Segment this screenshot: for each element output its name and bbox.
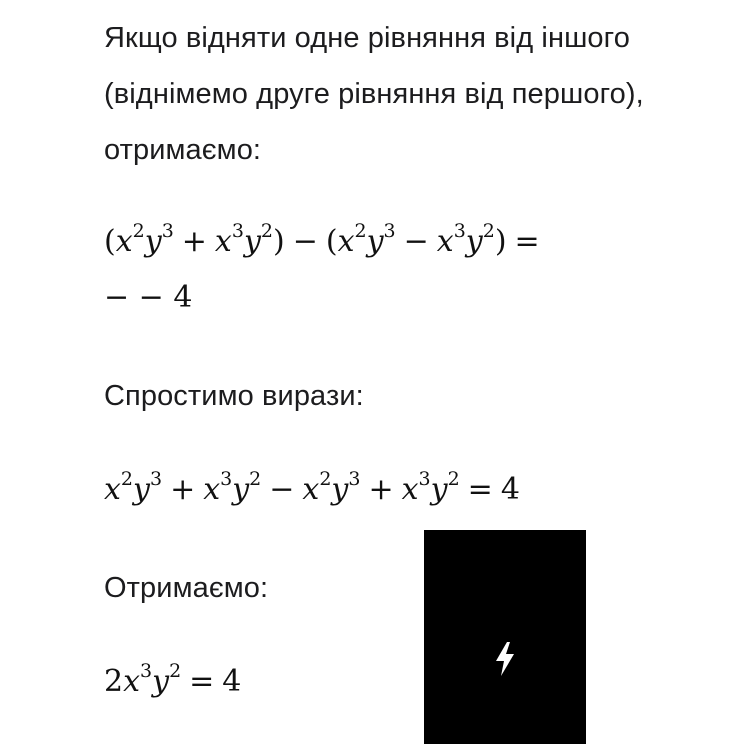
math-var: y (331, 472, 349, 507)
math-exponent: 3 (348, 468, 361, 490)
math-number: 2 (104, 664, 124, 699)
lightning-bolt-icon (494, 642, 516, 676)
math-exponent: 3 (140, 660, 153, 682)
math-var: x (104, 472, 121, 507)
math-lparen: ( (104, 224, 116, 259)
math-var: x (214, 224, 232, 259)
math-var: x (123, 664, 141, 699)
intro-text-line-2: (віднімемо друге рівняння від першого), (104, 78, 644, 110)
intro-text-line-1: Якщо відняти одне рівняння від іншого (104, 22, 630, 54)
math-number: 4 (222, 664, 242, 699)
math-var: y (144, 224, 162, 259)
math-exponent: 2 (482, 220, 495, 242)
math-operator: − (403, 224, 429, 259)
equation-simplified (104, 468, 520, 507)
math-var: x (115, 224, 133, 259)
simplify-label: Спростимо вирази: (104, 380, 364, 412)
math-number: 4 (500, 472, 520, 507)
math-exponent: 2 (319, 468, 332, 490)
math-exponent: 3 (231, 220, 244, 242)
math-exponent: 2 (132, 220, 145, 242)
math-lparen: ( (325, 224, 338, 259)
math-var: y (152, 664, 170, 699)
math-operator: = (189, 664, 215, 699)
math-exponent: 2 (447, 468, 460, 490)
math-exponent: 3 (220, 468, 233, 490)
result-label: Отримаємо: (104, 572, 269, 604)
math-exponent: 2 (260, 220, 273, 242)
math-exponent: 2 (120, 468, 134, 490)
math-operator: = (467, 472, 493, 507)
intro-text-line-3: отримаємо: (104, 134, 262, 166)
math-var: x (203, 472, 221, 507)
math-var: y (366, 224, 384, 259)
media-block[interactable] (424, 530, 586, 744)
equation-subtraction-result: − − 4 (104, 280, 193, 315)
math-exponent: 3 (161, 220, 174, 242)
math-var: x (401, 472, 419, 507)
math-operator: + (181, 224, 207, 259)
math-var: x (436, 224, 454, 259)
math-operator: + (170, 472, 196, 507)
math-var: x (337, 224, 355, 259)
math-var: x (302, 472, 320, 507)
math-rparen: ) (494, 224, 507, 259)
math-operator: + (368, 472, 394, 507)
equation-subtraction (104, 220, 548, 259)
math-var: y (465, 224, 483, 259)
math-var: y (430, 472, 448, 507)
math-exponent: 2 (354, 220, 367, 242)
math-exponent: 2 (169, 660, 182, 682)
math-exponent: 3 (418, 468, 431, 490)
math-var: y (232, 472, 250, 507)
math-operator: − (292, 224, 318, 259)
math-exponent: 3 (383, 220, 396, 242)
math-exponent: 3 (149, 468, 163, 490)
math-exponent: 3 (453, 220, 466, 242)
math-rparen: ) (272, 224, 285, 259)
equation-result (104, 660, 242, 699)
math-var: y (243, 224, 261, 259)
math-exponent: 2 (249, 468, 262, 490)
math-operator: − (269, 472, 295, 507)
math-operator: = (514, 224, 540, 259)
math-var: y (133, 472, 150, 507)
